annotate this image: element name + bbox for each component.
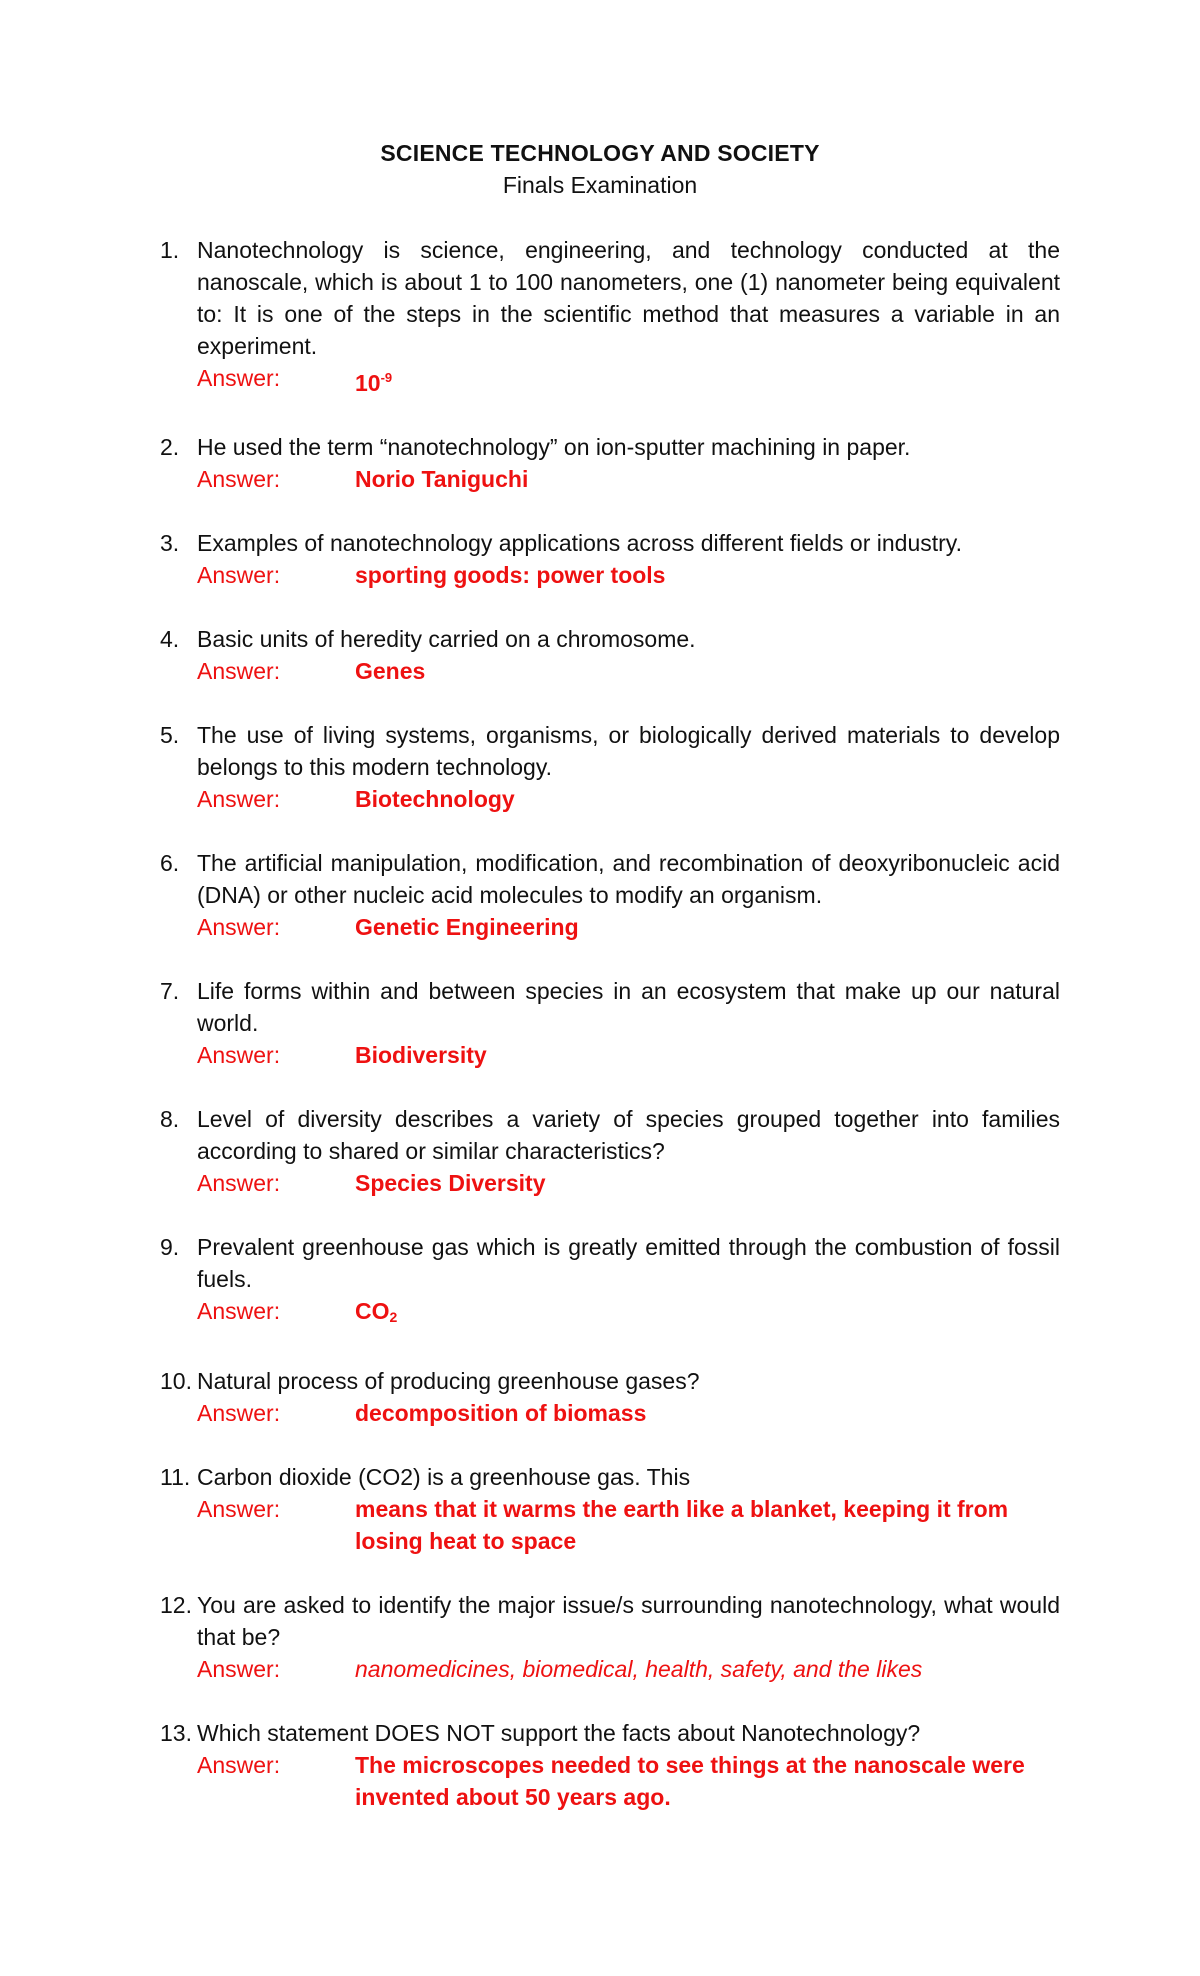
- answer-row: [197, 1295, 1060, 1333]
- answer-label: Answer:: [197, 466, 281, 492]
- question-number: 12.: [160, 1592, 192, 1618]
- question-number: 2.: [160, 434, 180, 460]
- question-number: 4.: [160, 626, 180, 652]
- question-item: [160, 1231, 1060, 1333]
- answer-label: Answer:: [197, 1496, 281, 1522]
- question-text: He used the term “nanotechnology” on ion-sputter machining in paper.: [197, 434, 911, 460]
- question-item: [160, 1589, 1060, 1685]
- answer-value: Genes: [355, 658, 426, 684]
- question-number: 3.: [160, 530, 180, 556]
- answer-value: Genetic Engineering: [355, 914, 579, 940]
- question-text: Level of diversity describes a variety of species grouped together into families according to shared or similar characteristics?: [197, 1106, 1060, 1164]
- answer-value: means that it warms the earth like a blanket, keeping it from losing heat to space: [355, 1496, 1009, 1554]
- question-number: 8.: [160, 1106, 180, 1132]
- answer-value: [355, 1295, 1060, 1333]
- question-text: Natural process of producing greenhouse gases?: [197, 1368, 700, 1394]
- question-text: Carbon dioxide (CO2) is a greenhouse gas. This: [197, 1464, 691, 1490]
- answer-base: 10: [355, 370, 381, 396]
- answer-subscript: 2: [389, 1309, 398, 1325]
- question-item: [160, 234, 1060, 399]
- answer-label: Answer:: [197, 658, 281, 684]
- answer-value: Species Diversity: [355, 1170, 546, 1196]
- answer-label: Answer:: [197, 1400, 281, 1426]
- question-item: [160, 527, 1060, 591]
- answer-value: The microscopes needed to see things at the nanoscale were invented about 50 years ago.: [355, 1752, 1025, 1810]
- question-text: Life forms within and between species in an ecosystem that make up our natural world.: [197, 978, 1060, 1036]
- question-item: [160, 1717, 1060, 1813]
- answer-row: [197, 1167, 1060, 1199]
- answer-label: Answer:: [197, 1042, 281, 1068]
- question-number: 13.: [160, 1720, 192, 1746]
- answer-row: [197, 1397, 1060, 1429]
- answer-value: sporting goods: power tools: [355, 562, 666, 588]
- answer-row: [197, 1039, 1060, 1071]
- question-number: 9.: [160, 1234, 180, 1260]
- answer-label: Answer:: [197, 1752, 281, 1778]
- answer-label: Answer:: [197, 1298, 281, 1324]
- answer-row: [197, 362, 1060, 399]
- question-text: The artificial manipulation, modification, and recombination of deoxyribonucleic acid (DNA) or other nucleic acid molecules to modify an organism.: [197, 850, 1060, 908]
- answer-label: Answer:: [197, 365, 281, 391]
- question-item: [160, 975, 1060, 1071]
- answer-base: CO: [355, 1298, 390, 1324]
- question-text: Examples of nanotechnology applications across different fields or industry.: [197, 530, 962, 556]
- answer-value: [355, 362, 1060, 399]
- question-item: [160, 1103, 1060, 1199]
- question-text: Prevalent greenhouse gas which is greatly emitted through the combustion of fossil fuels.: [197, 1234, 1060, 1292]
- question-item: [160, 847, 1060, 943]
- question-text: Which statement DOES NOT support the facts about Nanotechnology?: [197, 1720, 921, 1746]
- question-number: 5.: [160, 722, 180, 748]
- question-text: Nanotechnology is science, engineering, and technology conducted at the nanoscale, which is about 1 to 100 nanometers, one (1) nanometer being equivalent to: It is one of the steps in the scientific method that measures a variable in an experiment.: [197, 237, 1060, 359]
- answer-row: [197, 783, 1060, 815]
- answer-row: [197, 463, 1060, 495]
- answer-value: Biotechnology: [355, 786, 515, 812]
- question-text: The use of living systems, organisms, or biologically derived materials to develop belongs to this modern technology.: [197, 722, 1060, 780]
- answer-row: [197, 1653, 1060, 1685]
- question-item: [160, 719, 1060, 815]
- question-number: 10.: [160, 1368, 192, 1394]
- answer-value: nanomedicines, biomedical, health, safety, and the likes: [355, 1656, 923, 1682]
- answer-row: [197, 1749, 1060, 1813]
- document-title: SCIENCE TECHNOLOGY AND SOCIETY: [380, 140, 820, 166]
- question-number: 11.: [160, 1464, 191, 1490]
- answer-row: [197, 911, 1060, 943]
- question-item: [160, 623, 1060, 687]
- question-text: You are asked to identify the major issue/s surrounding nanotechnology, what would that be?: [197, 1592, 1060, 1650]
- question-number: 7.: [160, 978, 180, 1004]
- question-item: [160, 431, 1060, 495]
- question-number: 1.: [160, 237, 180, 263]
- question-item: [160, 1365, 1060, 1429]
- answer-row: [197, 1493, 1060, 1557]
- question-number: 6.: [160, 850, 180, 876]
- answer-row: [197, 559, 1060, 591]
- answer-label: Answer:: [197, 1170, 281, 1196]
- answer-value: Biodiversity: [355, 1042, 487, 1068]
- answer-label: Answer:: [197, 914, 281, 940]
- answer-label: Answer:: [197, 786, 281, 812]
- question-text: Basic units of heredity carried on a chromosome.: [197, 626, 696, 652]
- answer-value: Norio Taniguchi: [355, 466, 529, 492]
- question-list: [160, 234, 1060, 1845]
- document-subtitle: Finals Examination: [502, 172, 698, 198]
- question-item: [160, 1461, 1060, 1557]
- answer-row: [197, 655, 1060, 687]
- answer-label: Answer:: [197, 562, 281, 588]
- answer-value: decomposition of biomass: [355, 1400, 647, 1426]
- answer-label: Answer:: [197, 1656, 281, 1682]
- answer-exponent: -9: [380, 370, 393, 385]
